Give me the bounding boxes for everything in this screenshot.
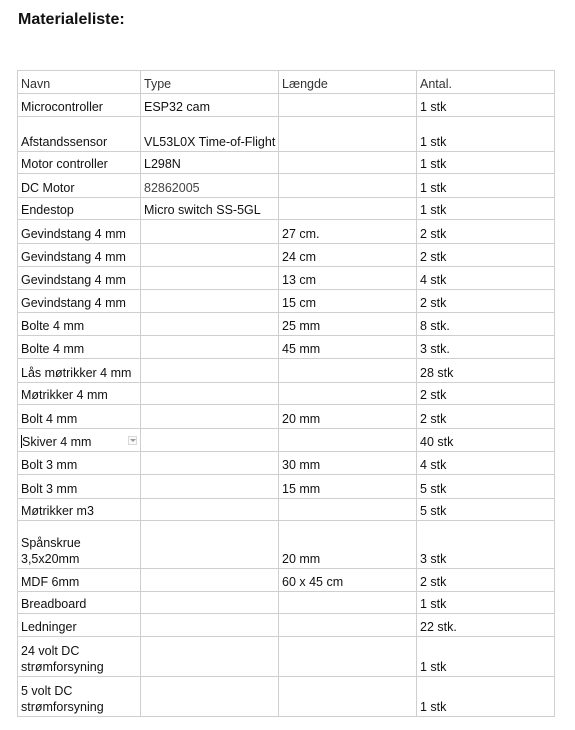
cell-navn[interactable]: Breadboard [18, 592, 141, 614]
cell-laengde[interactable]: 15 mm [279, 475, 417, 499]
cell-navn[interactable]: Microcontroller [18, 94, 141, 117]
table-row [18, 614, 555, 637]
cell-antal[interactable]: 5 stk [417, 499, 555, 521]
cell-navn[interactable]: Spånskrue 3,5x20mm [18, 521, 141, 569]
cell-antal[interactable]: 40 stk [417, 429, 555, 452]
table-row [18, 359, 555, 383]
cell-laengde[interactable] [279, 429, 417, 452]
cell-type[interactable] [141, 336, 279, 359]
cell-antal[interactable]: 2 stk [417, 383, 555, 405]
table-row [18, 152, 555, 174]
cell-laengde[interactable]: 45 mm [279, 336, 417, 359]
cell-navn[interactable]: Bolt 3 mm [18, 452, 141, 475]
cell-type[interactable] [141, 637, 279, 677]
cell-antal[interactable]: 1 stk [417, 677, 555, 717]
cell-navn[interactable]: 24 volt DC strømforsyning [18, 637, 141, 677]
cell-laengde[interactable] [279, 677, 417, 717]
cell-antal[interactable]: 4 stk [417, 452, 555, 475]
cell-laengde[interactable] [279, 174, 417, 198]
cell-navn[interactable] [18, 429, 141, 452]
cell-type[interactable] [141, 569, 279, 592]
cell-laengde[interactable] [279, 117, 417, 152]
header-type[interactable]: Type [141, 71, 279, 94]
cell-type[interactable] [141, 290, 279, 313]
cell-navn[interactable]: Ledninger [18, 614, 141, 637]
cell-antal[interactable]: 1 stk [417, 198, 555, 220]
table-row [18, 677, 555, 717]
cell-antal[interactable]: 2 stk [417, 244, 555, 267]
table-row [18, 637, 555, 677]
cell-type[interactable] [141, 677, 279, 717]
cell-navn[interactable]: 5 volt DC strømforsyning [18, 677, 141, 717]
table-row [18, 592, 555, 614]
table-row [18, 383, 555, 405]
cell-navn[interactable]: Møtrikker m3 [18, 499, 141, 521]
cell-type[interactable] [141, 383, 279, 405]
active-cell[interactable] [21, 434, 137, 450]
cell-antal[interactable]: 3 stk [417, 521, 555, 569]
cell-antal[interactable]: 22 stk. [417, 614, 555, 637]
cell-antal[interactable]: 5 stk [417, 475, 555, 499]
cell-laengde[interactable]: 60 x 45 cm [279, 569, 417, 592]
cell-antal[interactable]: 4 stk [417, 267, 555, 290]
table-row [18, 499, 555, 521]
cell-antal[interactable]: 1 stk [417, 637, 555, 677]
cell-antal[interactable]: 3 stk. [417, 336, 555, 359]
cell-type[interactable]: VL53L0X Time-of-Flight [141, 117, 279, 152]
table-row [18, 198, 555, 220]
cell-navn[interactable]: Afstandssensor [18, 117, 141, 152]
cell-navn[interactable]: Motor controller [18, 152, 141, 174]
table-row [18, 244, 555, 267]
material-table [17, 70, 555, 717]
header-laengde[interactable]: Længde [279, 71, 417, 94]
cell-type[interactable] [141, 313, 279, 336]
table-row [18, 174, 555, 198]
cell-type[interactable]: 82862005 [141, 174, 279, 198]
cell-antal[interactable]: 28 stk [417, 359, 555, 383]
cell-navn[interactable]: Endestop [18, 198, 141, 220]
cell-antal[interactable]: 1 stk [417, 94, 555, 117]
table-row [18, 521, 555, 569]
cell-type[interactable] [141, 244, 279, 267]
cell-laengde[interactable]: 20 mm [279, 521, 417, 569]
cell-laengde[interactable]: 25 mm [279, 313, 417, 336]
cell-navn[interactable]: Møtrikker 4 mm [18, 383, 141, 405]
cell-laengde[interactable] [279, 198, 417, 220]
cell-type[interactable] [141, 521, 279, 569]
cell-type[interactable] [141, 429, 279, 452]
table-row [18, 405, 555, 429]
cell-antal[interactable]: 2 stk [417, 405, 555, 429]
cell-type[interactable] [141, 592, 279, 614]
cell-laengde[interactable]: 30 mm [279, 452, 417, 475]
cell-navn[interactable]: Gevindstang 4 mm [18, 244, 141, 267]
cell-antal[interactable]: 1 stk [417, 592, 555, 614]
cell-antal[interactable]: 8 stk. [417, 313, 555, 336]
table-row [18, 220, 555, 244]
cell-laengde[interactable] [279, 637, 417, 677]
table-row [18, 267, 555, 290]
cell-type[interactable]: Micro switch SS-5GL [141, 198, 279, 220]
table-row [18, 290, 555, 313]
cell-antal[interactable]: 2 stk [417, 290, 555, 313]
table-row [18, 313, 555, 336]
header-navn[interactable]: Navn [18, 71, 141, 94]
table-header-row [18, 71, 555, 94]
cell-type[interactable]: ESP32 cam [141, 94, 279, 117]
cell-type[interactable] [141, 499, 279, 521]
cell-navn[interactable]: Gevindstang 4 mm [18, 267, 141, 290]
cell-navn[interactable]: Gevindstang 4 mm [18, 290, 141, 313]
cell-type[interactable] [141, 475, 279, 499]
table-row [18, 429, 555, 452]
cell-laengde[interactable] [279, 383, 417, 405]
cell-antal[interactable]: 1 stk [417, 117, 555, 152]
dropdown-arrow-icon[interactable] [128, 436, 137, 445]
cell-laengde[interactable] [279, 614, 417, 637]
cell-laengde[interactable]: 24 cm [279, 244, 417, 267]
cell-laengde[interactable] [279, 94, 417, 117]
document-title: Materialeliste: [18, 11, 125, 28]
cell-type[interactable] [141, 220, 279, 244]
cell-antal[interactable]: 1 stk [417, 174, 555, 198]
table-row [18, 475, 555, 499]
cell-laengde[interactable] [279, 152, 417, 174]
cell-navn[interactable]: Gevindstang 4 mm [18, 220, 141, 244]
cell-antal[interactable]: 1 stk [417, 152, 555, 174]
cell-laengde[interactable] [279, 592, 417, 614]
cell-type[interactable]: L298N [141, 152, 279, 174]
cell-navn[interactable]: Bolte 4 mm [18, 336, 141, 359]
cell-laengde[interactable]: 13 cm [279, 267, 417, 290]
cell-navn[interactable]: MDF 6mm [18, 569, 141, 592]
cell-antal[interactable]: 2 stk [417, 220, 555, 244]
cell-laengde[interactable]: 27 cm. [279, 220, 417, 244]
table-row [18, 94, 555, 117]
table-row [18, 452, 555, 475]
cell-laengde[interactable]: 20 mm [279, 405, 417, 429]
cell-antal[interactable]: 2 stk [417, 569, 555, 592]
header-antal[interactable]: Antal. [417, 71, 555, 94]
cell-navn[interactable]: Bolt 3 mm [18, 475, 141, 499]
cell-laengde[interactable]: 15 cm [279, 290, 417, 313]
cell-navn[interactable]: Lås møtrikker 4 mm [18, 359, 141, 383]
cell-type[interactable] [141, 614, 279, 637]
cell-navn[interactable]: Bolt 4 mm [18, 405, 141, 429]
cell-navn[interactable]: Bolte 4 mm [18, 313, 141, 336]
cell-laengde[interactable] [279, 499, 417, 521]
cell-navn[interactable]: DC Motor [18, 174, 141, 198]
table-row [18, 117, 555, 152]
table-row [18, 336, 555, 359]
cell-type[interactable] [141, 405, 279, 429]
cell-type[interactable] [141, 267, 279, 290]
cell-laengde[interactable] [279, 359, 417, 383]
cell-type[interactable] [141, 452, 279, 475]
cell-type[interactable] [141, 359, 279, 383]
cell-text: Skiver 4 mm [22, 435, 92, 449]
table-row [18, 569, 555, 592]
